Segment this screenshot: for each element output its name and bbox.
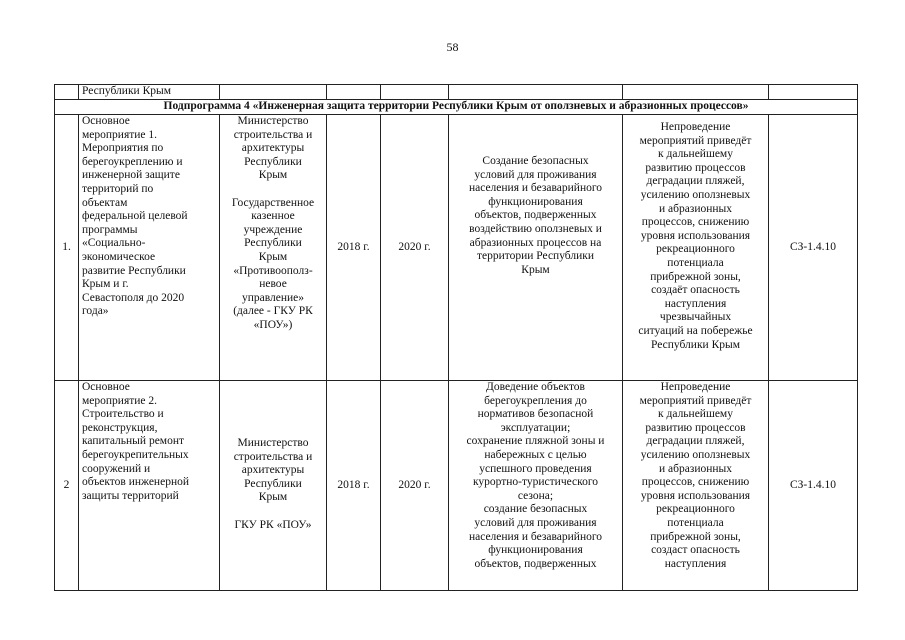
text-line: берегоукрепления до	[484, 394, 587, 407]
subprogram-row	[55, 100, 858, 115]
text-line: деградации пляжей,	[646, 435, 745, 448]
text-line: набережных с целью	[484, 448, 587, 461]
text-line: условий для проживания	[474, 516, 597, 529]
text-line: наступления	[664, 297, 727, 310]
text-line: развитию процессов	[645, 421, 746, 434]
executor-primary	[223, 115, 323, 183]
text-line: территории Республики	[476, 250, 595, 263]
text-line: мероприятий приведёт	[639, 394, 752, 407]
executor-cell	[220, 381, 327, 591]
text-line: сохранение пляжной зоны и	[466, 435, 605, 448]
text-line: Мероприятия по	[82, 142, 164, 155]
text-line: объектов, подверженных	[474, 209, 597, 222]
text-line: Севастополя до 2020	[82, 291, 185, 304]
text-line: населения и безаварийного	[468, 182, 603, 195]
text-line: усилению оползневых	[640, 188, 751, 201]
result-text	[452, 115, 619, 277]
text-line: абразионных процессов на	[469, 236, 602, 249]
measure-name	[79, 381, 220, 591]
subprogram-title: Подпрограмма 4 «Инженерная защита территории Республики Крым от оползневых и абразионных процессов»	[55, 100, 858, 115]
text-line: и абразионных	[658, 202, 733, 215]
text-line: объектов, подверженных	[474, 557, 597, 570]
text-line: сезона;	[517, 489, 554, 502]
text-line: строительства и	[233, 128, 313, 141]
text-line: потенциала	[667, 256, 724, 269]
text-line: населения и безаварийного	[468, 530, 603, 543]
text-line: капитальный ремонт	[82, 435, 185, 448]
text-line: архитектуры	[241, 142, 305, 155]
text-line: Республики	[244, 155, 302, 168]
text-line: чрезвычайных	[659, 311, 732, 324]
text-line: федеральной целевой	[82, 210, 188, 223]
text-line: невое	[259, 278, 287, 291]
text-line: программы	[82, 223, 138, 236]
text-line: развитию процессов	[645, 161, 746, 174]
text-line: Государственное	[231, 196, 315, 209]
text-line: к дальнейшему	[658, 148, 733, 161]
end-year: 2020 г.	[381, 115, 449, 381]
consequence-text	[626, 381, 765, 571]
text-line: инженерной защите	[82, 169, 180, 182]
indicator-code: СЗ-1.4.10	[769, 115, 858, 381]
text-line: защиты территорий	[82, 489, 179, 502]
text-line: Создание безопасных	[482, 155, 589, 167]
text-line: года»	[82, 305, 109, 318]
text-line: берегоукрепительных	[82, 448, 189, 461]
text-line: объектов инженерной	[82, 476, 190, 489]
indicator-code: СЗ-1.4.10	[769, 381, 858, 591]
expected-result	[449, 381, 623, 591]
text-line: и абразионных	[658, 462, 733, 475]
text-line: функционирования	[488, 544, 583, 557]
table-row	[55, 115, 858, 381]
text-line: уровня использования	[640, 489, 751, 502]
text-line: прибрежной зоны,	[650, 270, 741, 283]
text-line: мероприятие 1.	[82, 128, 158, 141]
text-line: Республики	[244, 477, 302, 490]
text-line: к дальнейшему	[658, 408, 733, 421]
row-number: 1.	[55, 115, 79, 381]
text-line: экономическое	[82, 250, 156, 263]
text-line: воздействию оползневых и	[469, 222, 602, 235]
text-line: мероприятие 2.	[82, 394, 158, 407]
text-line: строительства и	[233, 450, 313, 463]
text-line: Основное	[82, 115, 130, 127]
text-line: развитие Республики	[82, 264, 186, 277]
text-line: нормативов безопасной	[477, 408, 594, 421]
page-number: 58	[446, 40, 459, 54]
text-line: мероприятий приведёт	[639, 134, 752, 147]
text-line: Республики	[244, 237, 302, 250]
text-line: функционирования	[488, 195, 583, 208]
text-line: наступления	[664, 557, 727, 570]
text-line: рекреационного	[656, 503, 735, 516]
text-line: архитектуры	[241, 464, 305, 477]
name-cell: Республики Крым	[79, 85, 220, 100]
text-line: создаст опасность	[651, 544, 740, 557]
text-line: Министерство	[237, 115, 309, 127]
text-line: создание безопасных	[483, 503, 588, 516]
text-line: Непроведение	[660, 381, 731, 393]
text-line: казенное	[251, 210, 295, 223]
text-line: курортно-туристического	[472, 476, 599, 489]
measure-name	[79, 115, 220, 381]
consequence-cell	[623, 115, 769, 381]
text-line: эксплуатации;	[500, 421, 571, 434]
text-line: процессов, снижению	[641, 476, 750, 489]
text-line: (далее - ГКУ РК	[233, 305, 313, 318]
consequence-cell	[623, 381, 769, 591]
text-line: Республики Крым	[651, 338, 740, 351]
expected-result	[449, 115, 623, 381]
result-text	[452, 381, 619, 571]
text-line: «Противоополз-	[233, 264, 313, 277]
executor-cell	[220, 115, 327, 381]
text-line: Крым	[258, 491, 288, 504]
measures-table	[54, 84, 858, 591]
text-line: «ПОУ»)	[253, 318, 293, 331]
start-year: 2018 г.	[327, 381, 381, 591]
executor-secondary	[223, 197, 323, 333]
text-line: уровня использования	[640, 229, 751, 242]
text-line: усилению оползневых	[640, 448, 751, 461]
text-line: ГКУ РК «ПОУ»	[234, 518, 312, 531]
text-line: Крым	[521, 263, 550, 276]
text-line: сооружений и	[82, 462, 151, 475]
text-line: «Социально-	[82, 237, 146, 250]
text-line: деградации пляжей,	[646, 175, 745, 188]
consequence-text	[626, 115, 765, 352]
text-line: Основное	[82, 381, 130, 393]
text-line: берегоукреплению и	[82, 155, 183, 168]
text-line: Министерство	[237, 437, 309, 449]
text-line: ситуаций на побережье	[638, 324, 753, 337]
text-line: Крым	[258, 169, 288, 182]
table-row	[55, 381, 858, 591]
text-line: успешного проведения	[479, 462, 592, 475]
text-line: потенциала	[667, 516, 724, 529]
text-line: Строительство и	[82, 408, 164, 421]
text-line: рекреационного	[656, 243, 735, 256]
text-line: Крым и г.	[82, 278, 129, 291]
text-line: процессов, снижению	[641, 216, 750, 229]
text-line: управление»	[241, 291, 305, 304]
text-line: объектам	[82, 196, 128, 209]
text-line: реконструкция,	[82, 421, 158, 434]
executor-primary	[223, 381, 323, 505]
text-line: Доведение объектов	[485, 381, 585, 393]
text-line: Непроведение	[660, 121, 731, 133]
table-row	[55, 85, 858, 100]
text-line: территорий по	[82, 182, 154, 195]
text-line: условий для проживания	[474, 168, 597, 181]
start-year: 2018 г.	[327, 115, 381, 381]
end-year: 2020 г.	[381, 381, 449, 591]
row-number: 2	[55, 381, 79, 591]
text-line: создаёт опасность	[651, 284, 740, 297]
text-line: Крым	[258, 250, 288, 263]
executor-secondary	[223, 519, 323, 533]
text-line: учреждение	[243, 223, 303, 236]
text-line: прибрежной зоны,	[650, 530, 741, 543]
